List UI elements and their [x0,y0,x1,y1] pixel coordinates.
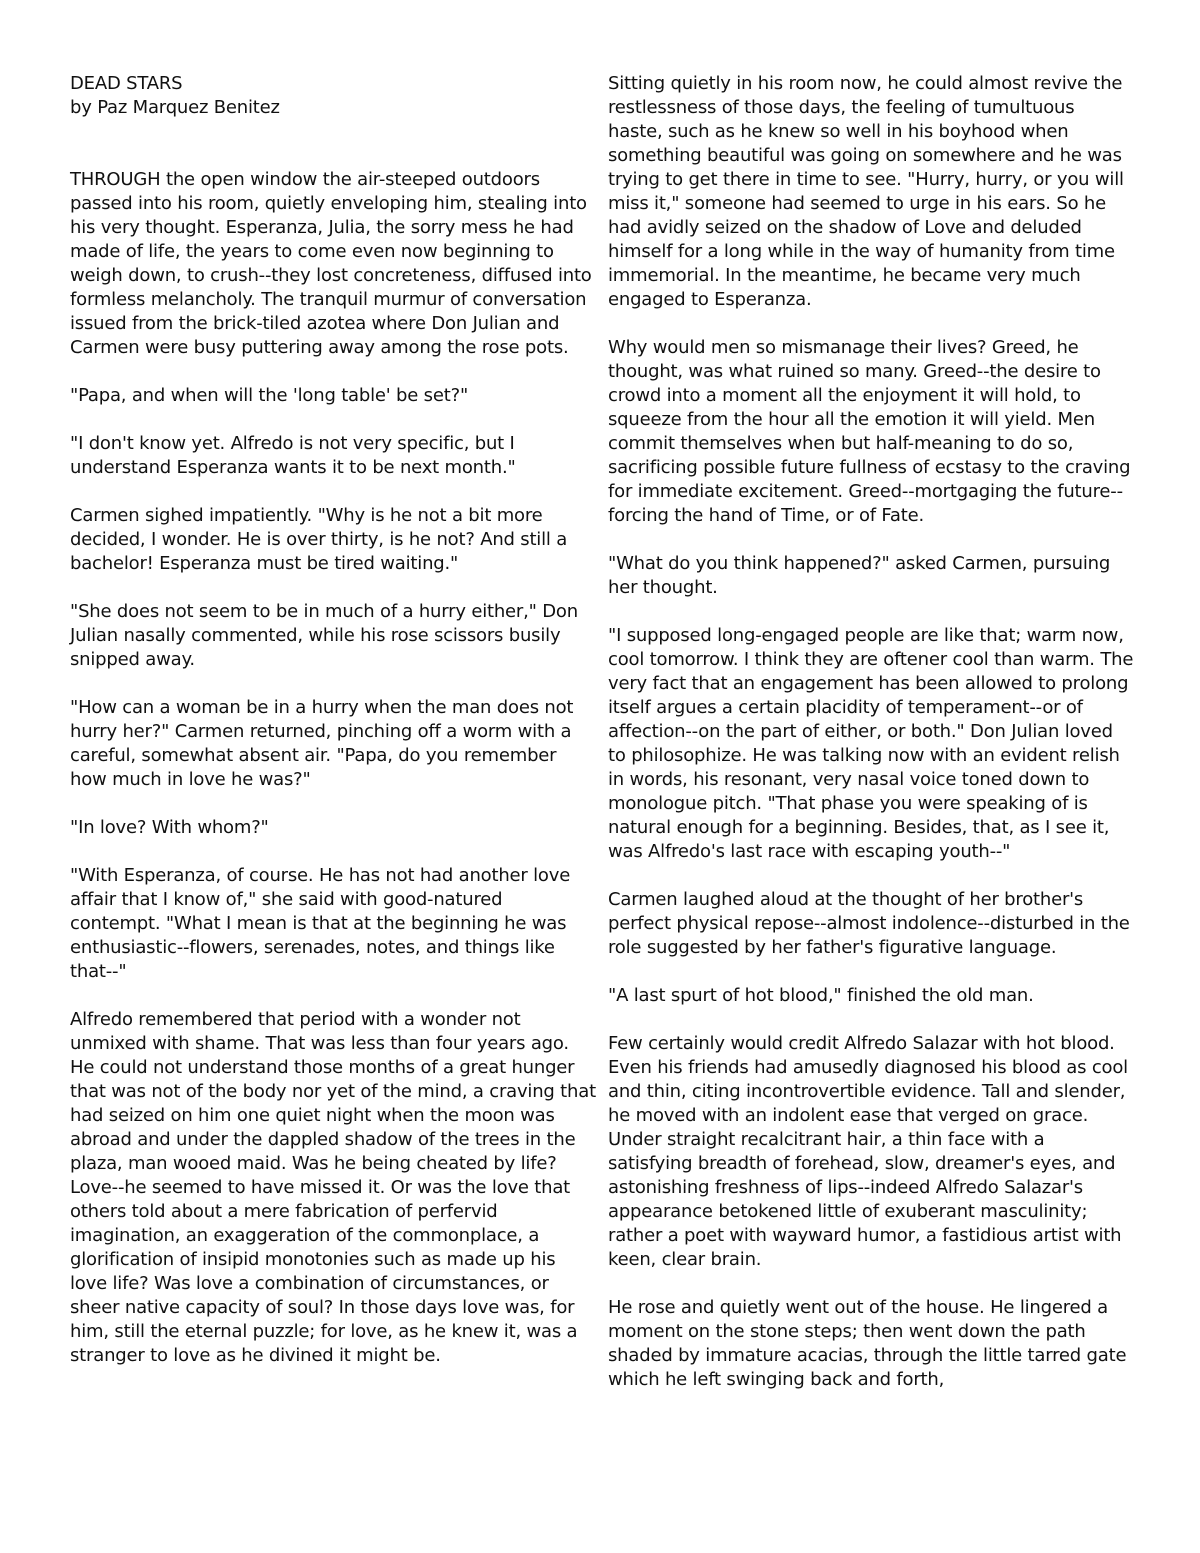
paragraph: Sitting quietly in his room now, he could almost revive the restlessness of those days, the feeling of tumultuous haste, such as he knew so well in his boyhood when something beautiful was going on somewhere and he was trying to get there in time to see. "Hurry, hurry, or you will miss it," someone had seemed to urge in his ears. So he had avidly seized on the shadow of Love and deluded himself for a long while in the way of humanity from time immemorial. In the meantime, he became very much engaged to Esperanza. [608,73,1124,310]
paragraph: "I don't know yet. Alfredo is not very specific, but I understand Esperanza wants it to be next month." [70,433,516,478]
story-byline: by Paz Marquez Benitez [70,97,280,118]
paragraph: "She does not seem to be in much of a hurry either," Don Julian nasally commented, while his rose scissors busily snipped away. [70,601,578,670]
story-title: DEAD STARS [70,73,183,94]
paragraph: Carmen sighed impatiently. "Why is he not a bit more decided, I wonder. He is over thirty, is he not? And still a bachelor! Esperanza must be tired waiting." [70,505,568,574]
paragraph: Few certainly would credit Alfredo Salazar with hot blood. Even his friends had amusedly diagnosed his blood as cool and thin, citing incontrovertible evidence. Tall and slender, he moved with an indolent ease that verged on grace. Under straight recalcitrant hair, a thin face with a satisfying breadth of forehead, slow, dreamer's eyes, and astonishing freshness of lips--indeed Alfredo Salazar's appearance betokened little of exuberant masculinity; rather a poet with wayward humor, a fastidious artist with keen, clear brain. [608,1033,1128,1270]
paragraph: "Papa, and when will the 'long table' be set?" [70,385,469,406]
title-block [70,72,596,120]
paragraph: Alfredo remembered that period with a wonder not unmixed with shame. That was less than four years ago. He could not understand those months of a great hunger that was not of the body nor yet of the mind, a craving that had seized on him one quiet night when the moon was abroad and under the dappled shadow of the trees in the plaza, man wooed maid. Was he being cheated by life? Love--he seemed to have missed it. Or was the love that others told about a mere fabrication of perfervid imagination, an exaggeration of the commonplace, a glorification of insipid monotonies such as made up his love life? Was love a combination of circumstances, or sheer native capacity of soul? In those days love was, for him, still the eternal puzzle; for love, as he knew it, was a stranger to love as he divined it might be. [70,1009,596,1366]
paragraph: "With Esperanza, of course. He has not had another love affair that I know of," she said with good-natured contempt. "What I mean is that at the beginning he was enthusiastic--flowers, serenades, notes, and things like that--" [70,865,571,982]
paragraph: Carmen laughed aloud at the thought of her brother's perfect physical repose--almost indolence--disturbed in the role suggested by her father's figurative language. [608,889,1130,958]
right-column [608,72,1134,1416]
left-column [70,72,596,1392]
paragraph: Why would men so mismanage their lives? Greed, he thought, was what ruined so many. Greed--the desire to crowd into a moment all the enjoyment it will hold, to squeeze from the hour all the emotion it will yield. Men commit themselves when but half-meaning to do so, sacrificing possible future fullness of ecstasy to the craving for immediate excitement. Greed--mortgaging the future--forcing the hand of Time, or of Fate. [608,337,1131,526]
paragraph: "How can a woman be in a hurry when the man does not hurry her?" Carmen returned, pinching off a worm with a careful, somewhat absent air. "Papa, do you remember how much in love he was?" [70,697,574,790]
paragraph: THROUGH the open window the air-steeped outdoors passed into his room, quietly enveloping him, stealing into his very thought. Esperanza, Julia, the sorry mess he had made of life, the years to come even now beginning to weigh down, to crush--they lost concreteness, diffused into formless melancholy. The tranquil murmur of conversation issued from the brick-tiled azotea where Don Julian and Carmen were busy puttering away among the rose pots. [70,169,592,358]
paragraph: He rose and quietly went out of the house. He lingered a moment on the stone steps; then went down the path shaded by immature acacias, through the little tarred gate which he left swinging back and forth, [608,1297,1127,1390]
paragraph: "What do you think happened?" asked Carmen, pursuing her thought. [608,553,1111,598]
paragraph: "In love? With whom?" [70,817,269,838]
paragraph: "A last spurt of hot blood," finished the old man. [608,985,1034,1006]
paragraph: "I supposed long-engaged people are like that; warm now, cool tomorrow. I think they are oftener cool than warm. The very fact that an engagement has been allowed to prolong itself argues a certain placidity of temperament--or of affection--on the part of either, or both." Don Julian loved to philosophize. He was talking now with an evident relish in words, his resonant, very nasal voice toned down to monologue pitch. "That phase you were speaking of is natural enough for a beginning. Besides, that, as I see it, was Alfredo's last race with escaping youth--" [608,625,1134,862]
